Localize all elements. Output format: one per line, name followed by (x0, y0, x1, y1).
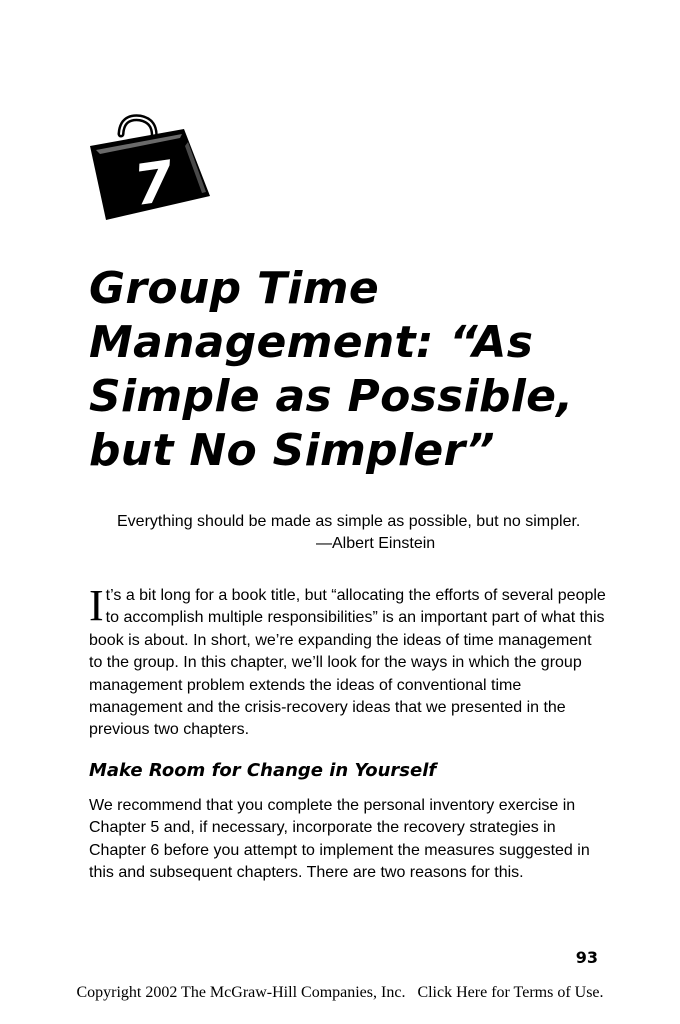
epigraph-quote: Everything should be made as simple as possible, but no simpler. (117, 513, 581, 530)
epigraph-attribution: —Albert Einstein (316, 535, 436, 552)
intro-paragraph (89, 581, 609, 742)
page-number: 93 (575, 948, 598, 967)
section-heading: Make Room for Change in Yourself (89, 760, 437, 781)
intro-text: t’s a bit long for a book title, but “allocating the efforts of several people to accomplish multiple responsibilities” is an important part of what this book is about. In short, we’re expanding the ideas of time management to the group. In this chapter, we’ll look for the ways in which the group management problem extends the ideas of conventional time management and the crisis-recovery ideas that we presented in the previous two chapters. (89, 587, 606, 739)
section-paragraph: We recommend that you complete the personal inventory exercise in Chapter 5 and, if necessary, incorporate the recovery strategies in Chapter 6 before you attempt to implement the measures suggested in this and subsequent chapters. There are two reasons for this. (89, 797, 590, 882)
terms-of-use-link[interactable]: Click Here for Terms of Use. (417, 984, 604, 1001)
chapter-title: Group Time Management: “As Simple as Possible, but No Simpler” (89, 263, 574, 476)
drop-cap: I (89, 581, 104, 630)
chapter-briefcase-icon (88, 112, 212, 224)
epigraph (117, 511, 597, 555)
chapter-number: 7 (130, 149, 178, 220)
footer (0, 984, 680, 1002)
copyright-notice: Copyright 2002 The McGraw-Hill Companies, Inc. (76, 984, 406, 1001)
